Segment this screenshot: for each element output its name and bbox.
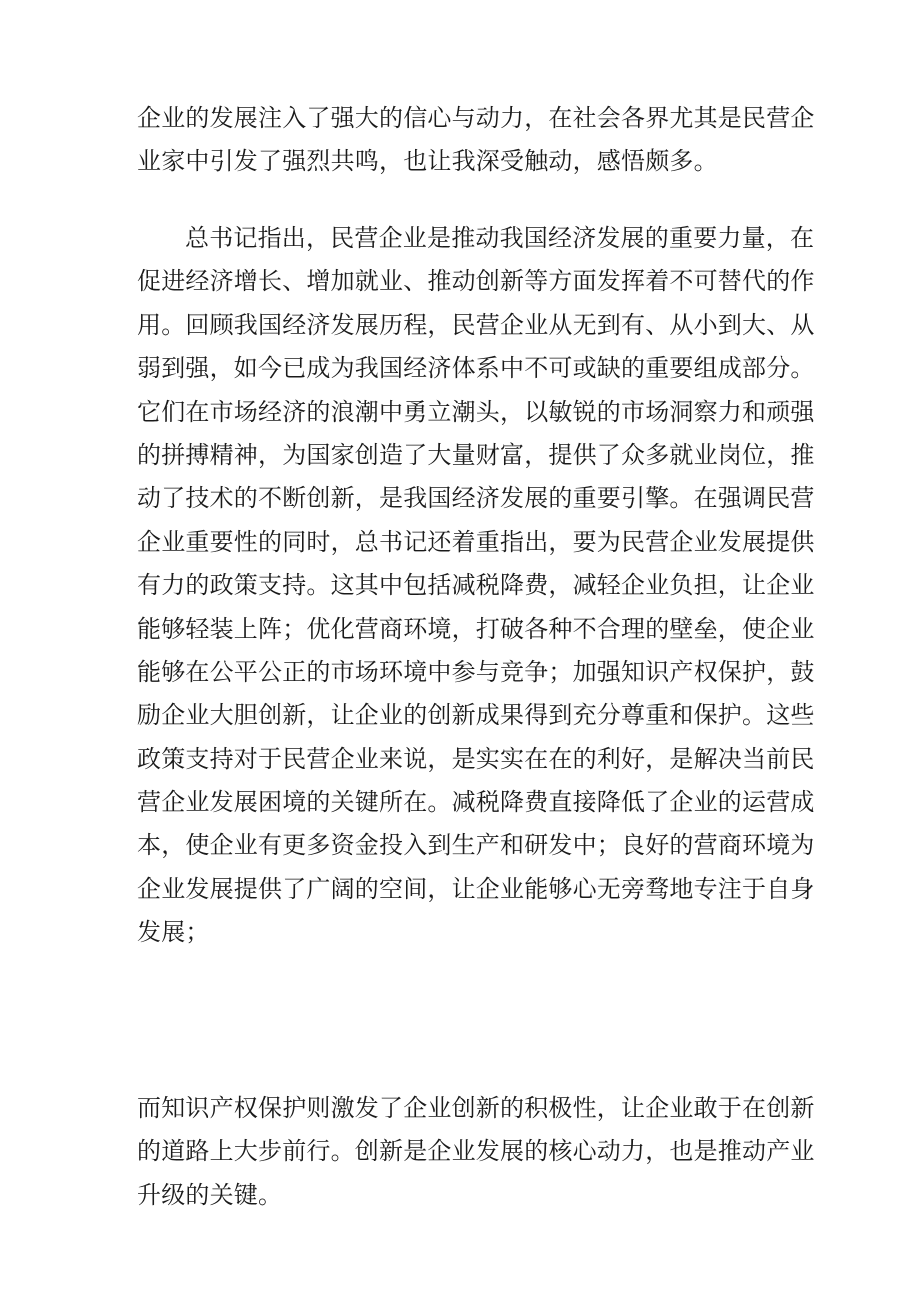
paragraph-line: 动了技术的不断创新，是我国经济发展的重要引擎。在强调民营: [137, 484, 815, 513]
paragraph-line: 励企业大胆创新，让企业的创新成果得到充分尊重和保护。这些: [137, 701, 815, 730]
paragraph-line: 能够在公平公正的市场环境中参与竞争；加强知识产权保护，鼓: [137, 657, 815, 686]
paragraph-line: 企业的发展注入了强大的信心与动力，在社会各界尤其是民营企: [137, 104, 815, 132]
paragraph-2: [137, 217, 815, 955]
paragraph-3: [137, 1087, 815, 1217]
paragraph-line: 发展；: [137, 918, 210, 947]
paragraph-1: [137, 97, 815, 184]
paragraph-line: 弱到强，如今已成为我国经济体系中不可或缺的重要组成部分。: [137, 354, 815, 383]
paragraph-line: 企业重要性的同时，总书记还着重指出，要为民营企业发展提供: [137, 527, 815, 556]
paragraph-line: 它们在市场经济的浪潮中勇立潮头，以敏锐的市场洞察力和顽强: [137, 397, 815, 426]
paragraph-line: 企业发展提供了广阔的空间，让企业能够心无旁骛地专注于自身: [137, 874, 815, 903]
paragraph-line: 的道路上大步前行。创新是企业发展的核心动力，也是推动产业: [137, 1137, 815, 1166]
paragraph-line: 促进经济增长、增加就业、推动创新等方面发挥着不可替代的作: [137, 267, 815, 296]
paragraph-line: 政策支持对于民营企业来说，是实实在在的利好，是解决当前民: [137, 744, 815, 773]
paragraph-line: 本，使企业有更多资金投入到生产和研发中；良好的营商环境为: [137, 831, 815, 860]
paragraph-line: 总书记指出，民营企业是推动我国经济发展的重要力量，在: [185, 224, 815, 252]
paragraph-line: 升级的关键。: [137, 1180, 283, 1209]
paragraph-line: 用。回顾我国经济发展历程，民营企业从无到有、从小到大、从: [137, 310, 815, 339]
paragraph-line: 而知识产权保护则激发了企业创新的积极性，让企业敢于在创新: [137, 1094, 815, 1122]
paragraph-line: 营企业发展困境的关键所在。减税降费直接降低了企业的运营成: [137, 788, 815, 817]
paragraph-line: 业家中引发了强烈共鸣，也让我深受触动，感悟颇多。: [137, 147, 718, 176]
paragraph-line: 的拼搏精神，为国家创造了大量财富，提供了众多就业岗位，推: [137, 440, 815, 469]
paragraph-line: 有力的政策支持。这其中包括减税降费，减轻企业负担，让企业: [137, 571, 815, 600]
paragraph-line: 能够轻装上阵；优化营商环境，打破各种不合理的壁垒，使企业: [137, 614, 815, 643]
